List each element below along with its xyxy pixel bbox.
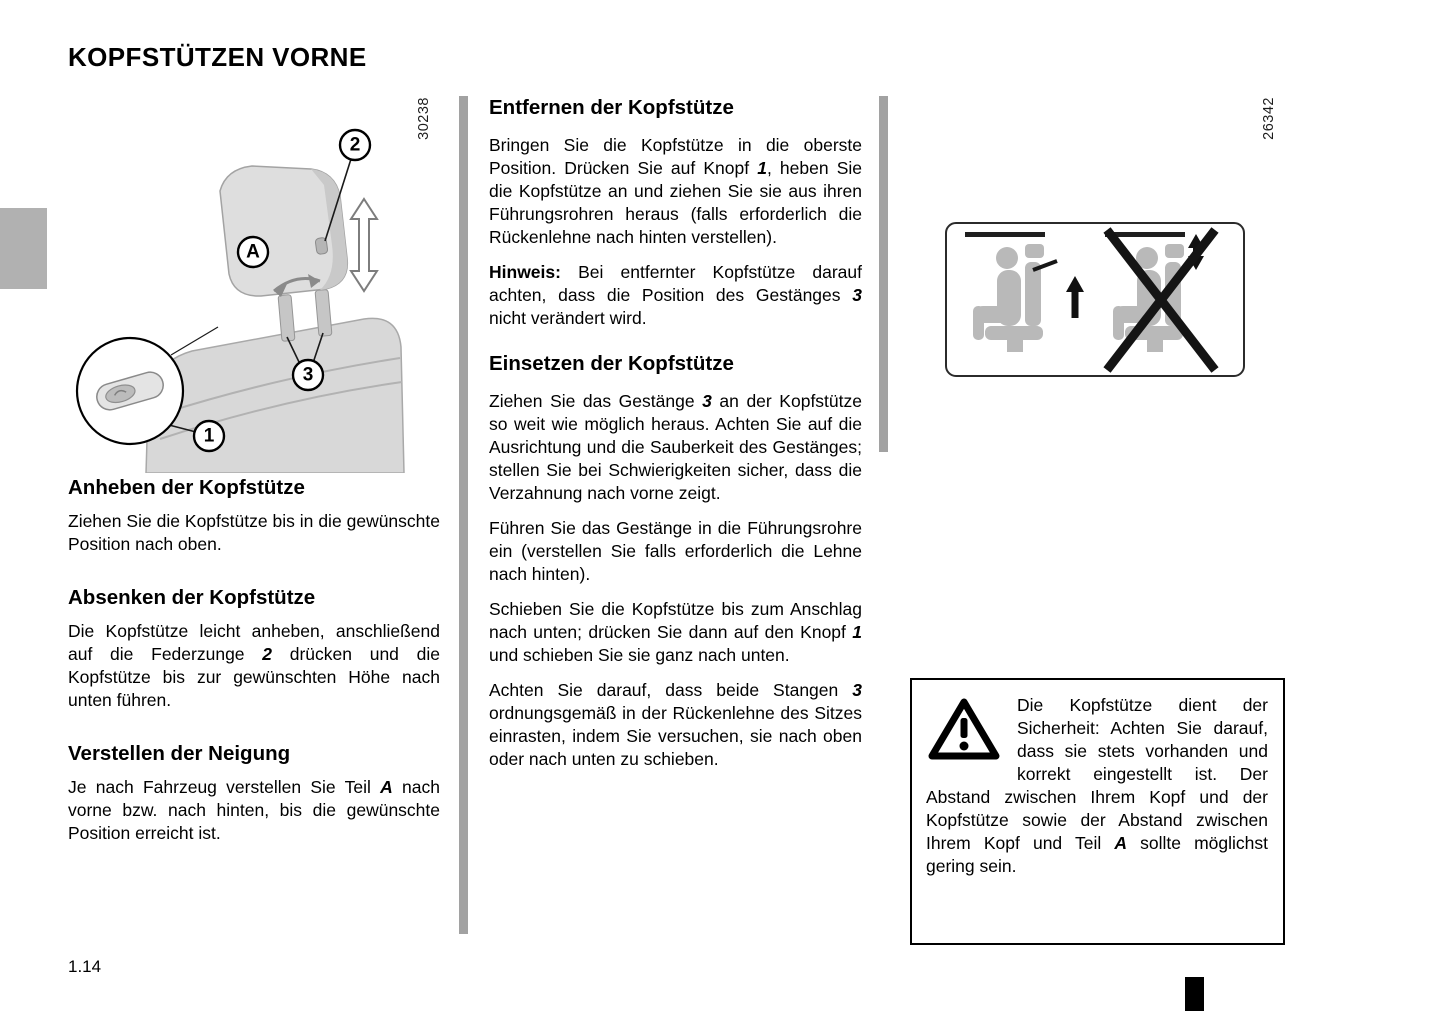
chapter-tab-marker [0,208,47,289]
section-body: Ziehen Sie die Kopfstütze bis in die gewünschte Position nach oben. [68,511,440,554]
text-run: Die Kopfstütze leicht anheben, anschließend auf die Federzunge [68,621,440,664]
up-down-arrow-icon [351,199,377,291]
right-column [910,95,1288,965]
svg-text:3: 3 [302,364,314,386]
page-title: KOPFSTÜTZEN VORNE [68,42,367,72]
safety-warning-box [910,678,1285,945]
text-run: und schieben Sie sie ganz nach unten. [489,645,790,665]
paragraph-insert-1 [489,390,862,505]
page-number: 1.14 [68,957,102,976]
ref-button-1: 1 [852,622,862,642]
ref-button-1: 1 [757,158,767,178]
text-run: Je nach Fahrzeug verstellen Sie Teil [68,777,381,797]
section-heading: Absenken der Kopfstütze [68,586,316,609]
section-lower-headrest [68,585,440,712]
paragraph-note [489,261,862,330]
headrest-warning-figure [945,222,1245,377]
text-run: , heben Sie die Kopfstütze an und ziehen Sie sie aus ihren Führungsrohren heraus (falls erforderlich die Rückenlehne nach hinten verstellen). [489,158,863,247]
text-run: Achten Sie darauf, dass beide Stangen [489,680,853,700]
text-run: Schieben Sie die Kopfstütze bis zum Anschlag nach unten; drücken Sie dann auf den Knopf [489,599,862,642]
ref-part-a: A [1114,833,1127,853]
callout-3-badge [293,360,323,390]
paragraph-insert-2: Führen Sie das Gestänge in die Führungsrohre ein (verstellen Sie falls erforderlich die Lehne nach hinten). [489,518,862,584]
callout-1-badge [194,421,224,451]
seated-person-wrong [1113,244,1184,352]
paragraph-insert-3 [489,598,862,667]
paragraph-insert-4 [489,679,862,771]
paragraph-remove-1 [489,134,862,249]
section-raise-headrest [68,475,440,556]
column-divider-left [459,96,468,934]
text-run: Bei entfernter Kopfstütze darauf achten, dass die Position des Gestänges [489,262,862,305]
section-body [68,620,440,712]
column-divider-right [879,96,888,452]
section-heading: Anheben der Kopfstütze [68,476,305,499]
text-run: Bringen Sie die Kopfstütze in die oberste Position. Drücken Sie auf Knopf [489,135,862,178]
seated-person-correct [973,244,1044,352]
middle-column [489,95,862,783]
section-heading-insert: Einsetzen der Kopfstütze [489,352,734,375]
text-run: Die Kopfstütze dient der Sicherheit: Achten Sie darauf, dass sie stets vorhanden und korrekt eingestellt ist. Der Abstand zwischen Ihrem Kopf und der Kopfstütze sowie der Abstand zwischen Ihrem Kopf und Teil [926,695,1268,853]
ref-rod-3: 3 [852,680,862,700]
text-run: an der Kopfstütze so weit wie möglich heraus. Achten Sie auf die Ausrichtung und die Sauberkeit des Gestänges; stellen Sie bei Schwierigkeiten sicher, dass die Verzahnung nach vorne zeigt. [489,391,862,503]
headrest-adjust-illustration [68,95,440,473]
ref-spring-tab-2: 2 [262,644,272,664]
text-run: drücken und die Kopfstütze bis zur gewünschten Höhe nach unten führen. [68,644,440,710]
note-label: Hinweis: [489,262,561,282]
roof-line [965,232,1045,237]
up-arrow-icon [1066,276,1084,318]
seat-back-shape [146,318,404,473]
callout-a-badge [238,237,268,267]
section-heading: Verstellen der Neigung [68,742,291,765]
ref-rod-3: 3 [852,285,862,305]
section-adjust-tilt [68,741,440,845]
figure-code-right: 26342 [1261,97,1277,140]
callout-2-badge [340,130,370,160]
svg-text:1: 1 [203,425,215,447]
figure-code-left: 30238 [416,97,432,140]
section-body [68,776,440,845]
svg-text:2: 2 [349,134,361,156]
text-run: nicht verändert wird. [489,308,647,328]
text-run: nach vorne bzw. nach hinten, bis die gewünschte Position erreicht ist. [68,777,441,843]
text-run: Ziehen Sie das Gestänge [489,391,703,411]
text-run: sollte möglichst gering sein. [926,833,1268,876]
headrest-adjust-figure [68,95,440,475]
warning-triangle-icon [926,696,1002,762]
left-column [68,95,440,874]
ref-rod-3: 3 [702,391,712,411]
page-edge-marker [1185,977,1204,1011]
svg-text:A: A [246,241,260,263]
correct-vs-wrong-illustration [947,224,1243,375]
text-run: ordnungsgemäß in der Rückenlehne des Sitzes einrasten, indem Sie versuchen, sie nach oben oder nach unten zu schieben. [489,703,862,769]
ref-part-a: A [380,777,393,797]
section-heading-remove: Entfernen der Kopfstütze [489,96,734,119]
